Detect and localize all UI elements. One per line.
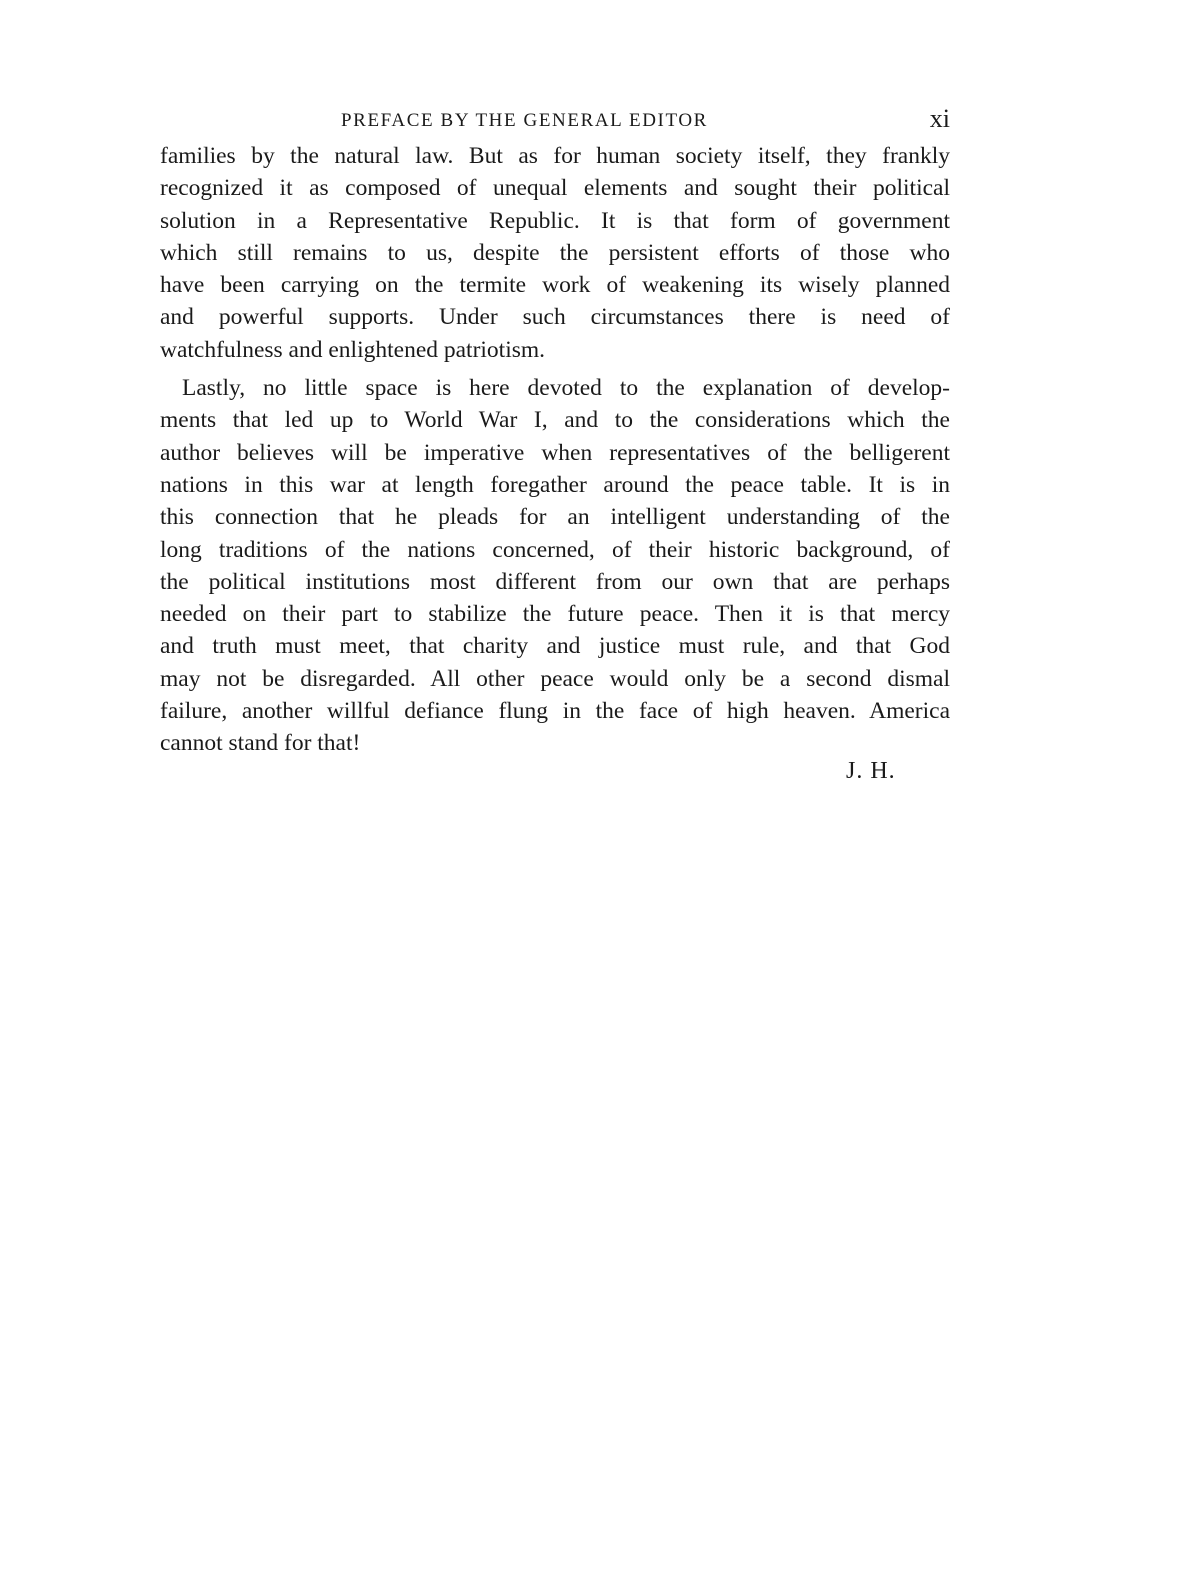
text-line: long traditions of the nations concerned, of their historic background, of [160,536,950,563]
body-text [160,140,950,760]
text-line: this connection that he pleads for an intelligent understanding of the [160,504,950,531]
text-line: the political institutions most different from our own that are perhaps [160,568,950,595]
page-number: xi [929,104,950,133]
paragraph-1 [160,140,950,366]
paragraph-2 [160,372,950,760]
text-line: recognized it as composed of unequal elements and sought their political [160,175,950,202]
running-head [160,104,950,140]
text-line: which still remains to us, despite the persistent efforts of those who [160,239,950,266]
text-line: may not be disregarded. All other peace would only be a second dismal [160,665,950,692]
text-line: ments that led up to World War I, and to the considerations which the [160,407,950,434]
text-line: cannot stand for that! [160,730,361,757]
text-line: Lastly, no little space is here devoted to the explanation of develop- [182,375,950,402]
text-line: solution in a Representative Republic. It is that form of government [160,207,950,234]
text-line: failure, another willful defiance flung in the face of high heaven. America [160,698,950,725]
running-title: PREFACE BY THE GENERAL EDITOR [341,110,708,131]
text-line: and truth must meet, that charity and justice must rule, and that God [160,633,950,660]
text-line: families by the natural law. But as for human society itself, they frankly [160,143,950,169]
signature-initials: J. H. [846,758,896,784]
text-line: author believes will be imperative when representatives of the belligerent [160,439,950,466]
document-page [160,104,950,784]
text-line: watchfulness and enlightened patriotism. [160,336,546,363]
text-line: and powerful supports. Under such circumstances there is need of [160,304,950,331]
text-line: have been carrying on the termite work of weakening its wisely planned [160,272,950,299]
text-line: needed on their part to stabilize the future peace. Then it is that mercy [160,601,950,628]
text-line: nations in this war at length foregather around the peace table. It is in [160,471,950,498]
